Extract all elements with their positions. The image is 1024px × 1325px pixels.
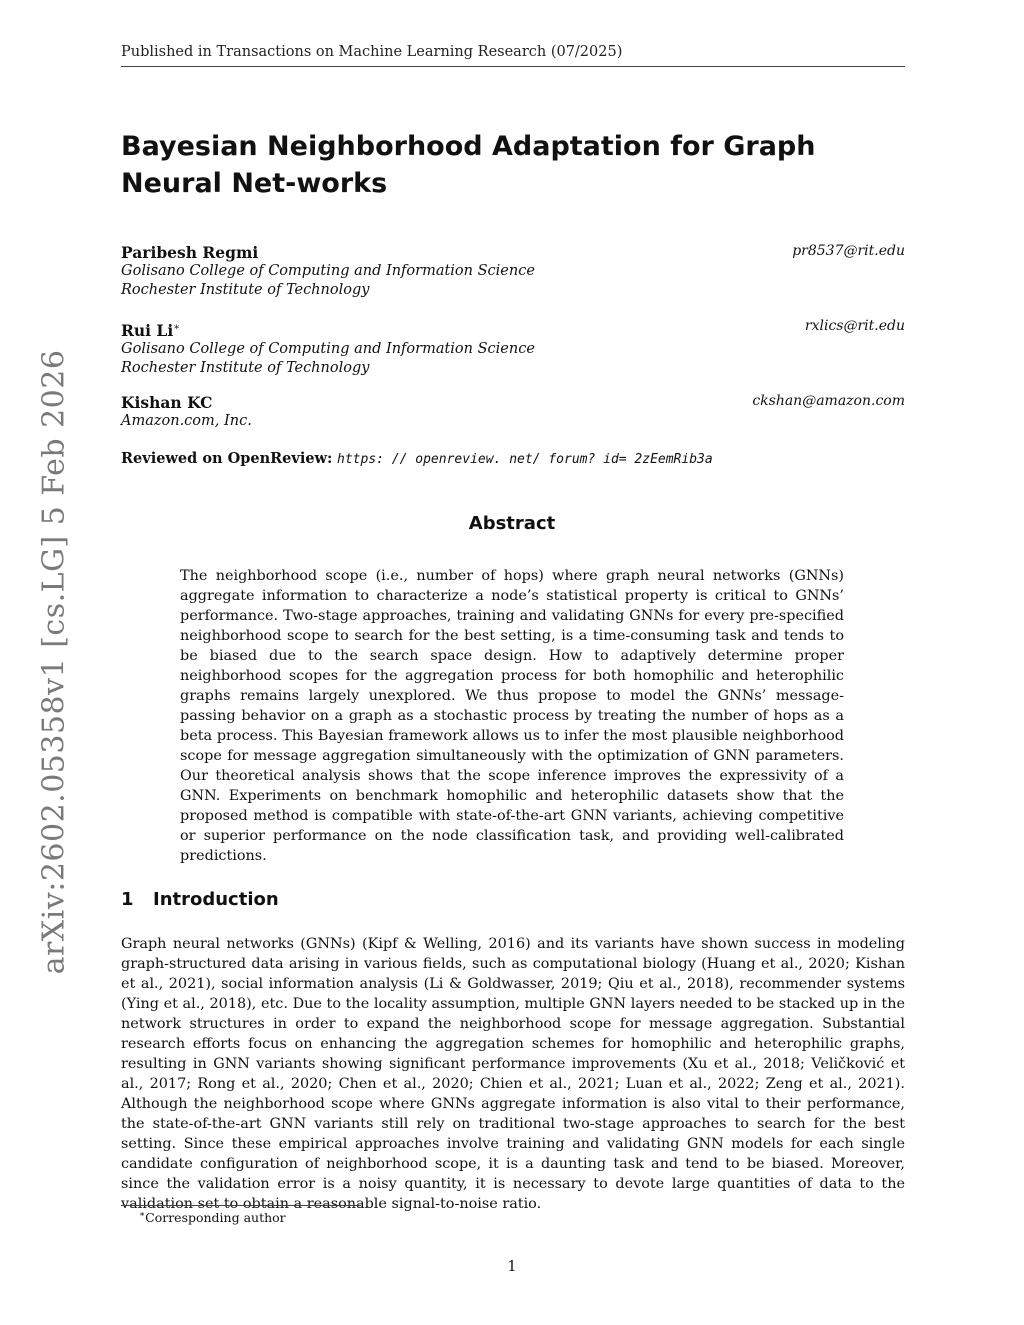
- section-heading: [121, 889, 279, 910]
- author-affiliation-line: Rochester Institute of Technology: [121, 282, 370, 298]
- page-number: 1: [507, 1259, 517, 1275]
- footnote-rule: [121, 1205, 361, 1206]
- footnote-text: Corresponding author: [145, 1210, 286, 1226]
- author-email: ckshan@amazon.com: [752, 393, 905, 409]
- introduction-text: Graph neural networks (GNNs) (Kipf & Welling, 2016) and its variants have shown success in modeling graph-structured data arising in various fields, such as computational biology (Huang et al., 2020; Kishan et al., 2021), social information analysis (Li & Goldwasser, 2019; Qiu et al., 2018), recommender systems (Ying et al., 2018), etc. Due to the locality assumption, multiple GNN layers needed to be stacked up in the network structures in order to expand the neighborhood scope for message aggregation. Substantial research efforts focus on enhancing the aggregation schemes for homophilic and heterophilic graphs, resulting in GNN variants showing significant performance improvements (Xu et al., 2018; Veličković et al., 2017; Rong et al., 2020; Chen et al., 2020; Chien et al., 2021; Luan et al., 2022; Zeng et al., 2021). Although the neighborhood scope where GNNs aggregate information is also vital to their performance, the state-of-the-art GNN variants still rely on traditional two-stage approaches to search for the best setting. Since these empirical approaches involve training and validating GNN models for each single candidate configuration of neighborhood scope, it is a daunting task and tend to be biased. Moreover, since the validation error is a noisy quantity, it is necessary to devote large quantities of data to the validation set to obtain a reasonable signal-to-noise ratio.: [121, 936, 905, 1212]
- footnote-marker: ∗: [139, 1210, 146, 1220]
- author-email: pr8537@rit.edu: [792, 243, 905, 259]
- author-block: [121, 243, 905, 300]
- author-affiliation-line: Golisano College of Computing and Information Science: [121, 263, 535, 279]
- author-affiliation-line: Amazon.com, Inc.: [121, 413, 252, 429]
- author-affiliation-line: Rochester Institute of Technology: [121, 360, 370, 377]
- author-name: [121, 243, 905, 262]
- arxiv-identifier-stamp[interactable]: arXiv:2602.05358v1 [cs.LG] 5 Feb 2026: [36, 349, 72, 975]
- author-name-text: Rui Li: [121, 321, 174, 341]
- author-name-text: Kishan KC: [121, 393, 213, 412]
- section-title: Introduction: [153, 889, 279, 910]
- header-rule: [121, 66, 905, 67]
- openreview-link[interactable]: https: // openreview. net/ forum? id= 2zEemRib3a: [337, 452, 713, 467]
- running-header: Published in Transactions on Machine Learning Research (07/2025): [121, 44, 623, 60]
- footnote: [139, 1210, 286, 1225]
- author-block: [121, 318, 905, 378]
- author-email: rxlics@rit.edu: [804, 318, 905, 334]
- footnote-marker: ∗: [173, 322, 181, 333]
- author-name-text: Paribesh Regmi: [121, 243, 259, 262]
- section-number: 1: [121, 889, 134, 910]
- author-name: [121, 318, 905, 340]
- openreview-line: [121, 450, 713, 467]
- openreview-label: Reviewed on OpenReview:: [121, 450, 333, 467]
- author-affiliation-line: Golisano College of Computing and Information Science: [121, 341, 535, 358]
- abstract-text: The neighborhood scope (i.e., number of hops) where graph neural networks (GNNs) aggregate information to characterize a node’s statistical property is critical to GNNs’ performance. Two-stage approaches, training and validating GNNs for every pre-specified neighborhood scope to search for the best setting, is a time-consuming task and tends to be biased due to the search space design. How to adaptively determine proper neighborhood scopes for the aggregation process for both homophilic and heterophilic graphs remains largely unexplored. We thus propose to model the GNNs’ message-passing behavior on a graph as a stochastic process by treating the number of hops as a beta process. This Bayesian framework allows us to infer the most plausible neighborhood scope for message aggregation simultaneously with the optimization of GNN parameters. Our theoretical analysis shows that the scope inference improves the expressivity of a GNN. Experiments on benchmark homophilic and heterophilic datasets show that the proposed method is compatible with state-of-the-art GNN variants, achieving competitive or superior performance on the node classification task, and providing well-calibrated predictions.: [180, 568, 844, 864]
- author-block: [121, 393, 905, 431]
- paper-title: Bayesian Neighborhood Adaptation for Graph Neural Net-works: [121, 131, 816, 199]
- abstract-heading: Abstract: [468, 513, 556, 534]
